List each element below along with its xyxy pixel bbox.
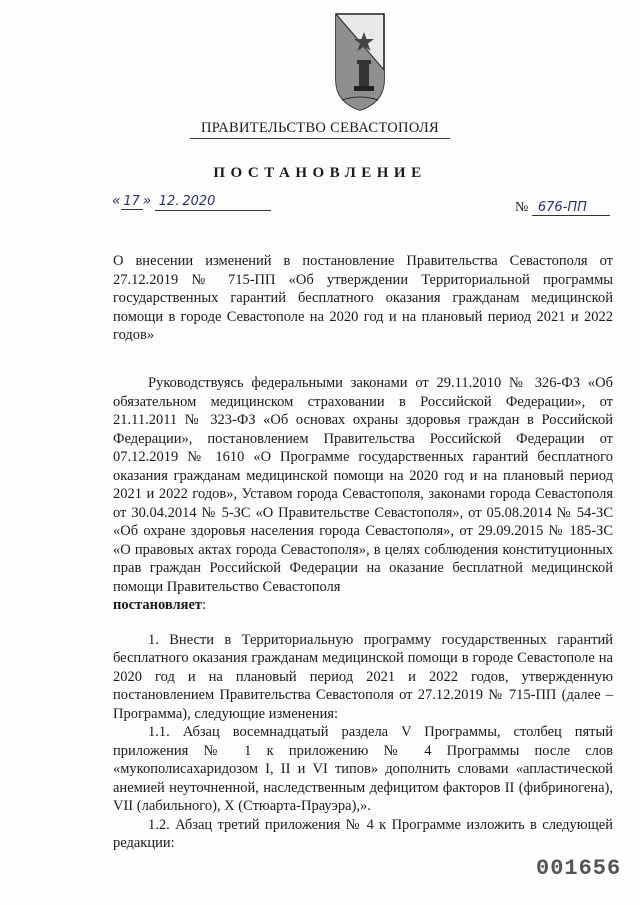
preamble-paragraph: Руководствуясь федеральными законами от 29.11.2010 № 326-ФЗ «Об обязательном медицинском страховании в Российской Федерации», от 21.11.2011 № 323-ФЗ «Об основах охраны здоровья граждан в Российской Федерации», постановлением Правительства Российской Федерации от 07.12.2019 № 1610 «О Программе государственных гарантий бесплатного оказания гражданам медицинской помощи на 2020 год и на плановый период 2021 и 2022 годов», Уставом города Севастополя, законами города Севастополя от 30.04.2014 № 5-ЗС «О Правительстве Севастополя», от 05.08.2014 № 54-ЗС «Об охране здоровья населения города Севастополя», от 29.09.2015 № 185-ЗС «О правовых актах города Севастополя», в целях соблюдения конституционных прав граждан Российской Федерации на оказание бесплатной медицинской помощи Правительство Севастополя постановляет: xyxy=(113,375,613,613)
document-date: « 17 » 12. 2020 xyxy=(112,193,271,211)
document-body xyxy=(113,374,613,853)
date-month-year: 12. 2020 xyxy=(155,194,271,211)
item-1-2-paragraph: 1.2. Абзац третий приложения № 4 к Программе изложить в следующей редакции: xyxy=(113,816,613,851)
coat-of-arms-emblem xyxy=(330,10,390,114)
serial-number-stamp: 001656 xyxy=(536,856,622,881)
document-number: № 676-ПП xyxy=(515,200,610,216)
resolves-word: постановляет xyxy=(113,597,203,613)
document-title: О внесении изменений в постановление Правительства Севастополя от 27.12.2019 № 715-ПП «Об утверждении Территориальной программы государственных гарантий бесплатного оказания гражданам медицинской помощи в городе Севастополе на 2020 год и на плановый период 2021 и 2022 годов» xyxy=(113,253,613,343)
title-underline xyxy=(190,138,450,139)
document-number-value: 676-ПП xyxy=(532,200,610,216)
document-type-heading: ПОСТАНОВЛЕНИЕ xyxy=(213,165,427,181)
government-name: ПРАВИТЕЛЬСТВО СЕВАСТОПОЛЯ xyxy=(0,120,640,139)
item-1-paragraph: 1. Внести в Территориальную программу государственных гарантий бесплатного оказания гражданам медицинской помощи в городе Севастополе на 2020 год и на плановый период 2021 и 2022 годов, утвержденную постановлением Правительства Севастополя от 27.12.2019 № 715-ПП (далее – Программа), следующие изменения: xyxy=(113,631,613,722)
date-day: 17 xyxy=(121,194,143,210)
item-1-1-paragraph: 1.1. Абзац восемнадцатый раздела V Программы, столбец пятый приложения № 1 к приложению № 4 Программы после слов «мукополисахаридозом I, II и VI типов» дополнить словами «апластической анемией неуточненной, наследственным дефицитом факторов II (фибриногена), VII (лабильного), X (Стюарта-Прауэра),». xyxy=(113,724,613,814)
